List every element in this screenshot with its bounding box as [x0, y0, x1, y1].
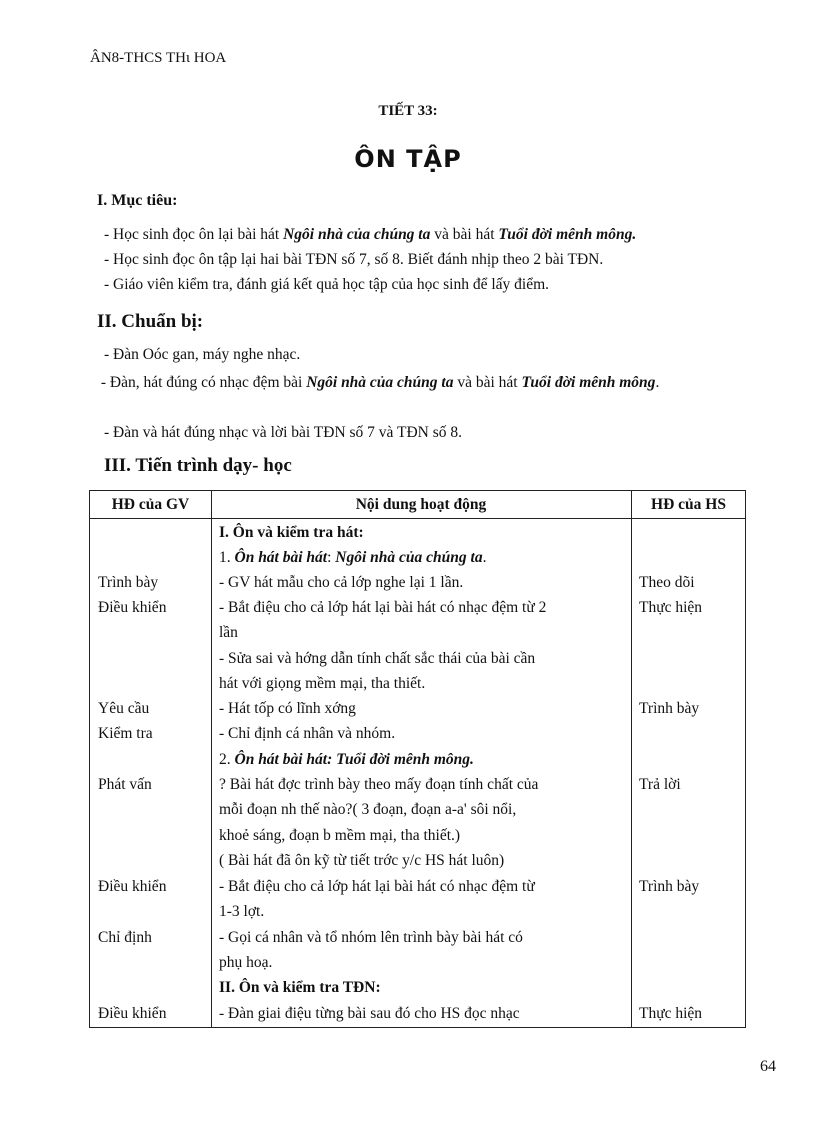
preparation-line-2-joiner: và bài hát: [453, 374, 522, 391]
content-line: ? Bài hát đợc trình bày theo mấy đoạn tính chất của: [219, 776, 539, 793]
header-content: Nội dung hoạt động: [355, 496, 487, 513]
gv-activity: Kiểm tra: [98, 725, 153, 742]
content-line: khoẻ sáng, đoạn b mềm mại, tha thiết.): [219, 827, 461, 844]
preparation-line-2-text: - Đàn, hát đúng có nhạc đệm bài: [100, 374, 307, 391]
objectives-line-2: - Học sinh đọc ôn tập lại hai bài TĐN số 7, số 8. Biết đánh nhịp theo 2 bài TĐN.: [104, 251, 604, 268]
hs-activity: Trình bày: [639, 878, 700, 895]
item-1-end: .: [482, 549, 487, 566]
content-line: - Hát tốp có lĩnh xớng: [219, 700, 356, 717]
content-line: phụ hoạ.: [219, 954, 273, 971]
gv-activity: Trình bày: [98, 574, 159, 591]
gv-activity: Điều khiển: [98, 599, 167, 616]
document-header: ÂN8-THCS THι HOA: [90, 50, 227, 66]
objectives-line-1: [104, 226, 636, 244]
hs-activity: Thực hiện: [639, 599, 703, 616]
content-line: - Gọi cá nhân và tổ nhóm lên trình bày bài hát có: [219, 929, 523, 946]
item-2-number: 2.: [219, 751, 235, 768]
objectives-line-3: - Giáo viên kiểm tra, đánh giá kết quả học tập của học sinh để lấy điểm.: [104, 276, 550, 293]
item-1-label: Ôn hát bài hát: [234, 549, 328, 566]
content-line: mỗi đoạn nh thế nào?( 3 đoạn, đoạn a-a' sôi nổi,: [219, 801, 517, 818]
content-line: - Đàn giai điệu từng bài sau đó cho HS đọc nhạc: [219, 1005, 520, 1022]
section-process-heading: III. Tiến trình dạy- học: [104, 455, 292, 476]
part-2-heading: II. Ôn và kiểm tra TĐN:: [219, 979, 381, 996]
song-title-1: Ngôi nhà của chúng ta: [283, 226, 431, 243]
gv-activity: Điều khiển: [98, 878, 167, 895]
preparation-line-1: - Đàn Oóc gan, máy nghe nhạc.: [104, 346, 301, 363]
content-line: - Chỉ định cá nhân và nhóm.: [219, 725, 396, 742]
section-preparation-heading: II. Chuẩn bị:: [97, 311, 204, 332]
content-line: ( Bài hát đã ôn kỹ từ tiết trớc y/c HS hát luôn): [219, 852, 505, 869]
preparation-line-2: [97, 370, 781, 395]
header-hs: HĐ của HS: [651, 496, 726, 513]
item-2-heading: [219, 747, 474, 772]
part-1-heading: I. Ôn và kiểm tra hát:: [219, 524, 364, 541]
gv-activity: Yêu cầu: [98, 700, 150, 717]
item-1-song: Ngôi nhà của chúng ta: [335, 549, 483, 566]
content-line: lần: [219, 624, 238, 641]
item-1-heading: [219, 545, 486, 570]
objectives-line-1-joiner: và bài hát: [430, 226, 499, 243]
content-line: - GV hát mẫu cho cả lớp nghe lại 1 lần.: [219, 574, 464, 591]
hs-activity: Trình bày: [639, 700, 700, 717]
lesson-title: ÔN TẬP: [354, 145, 462, 173]
hs-activity: Theo dõi: [639, 574, 695, 591]
content-line: 1-3 lợt.: [219, 903, 265, 920]
activity-table: [89, 490, 746, 1028]
item-1-number: 1.: [219, 549, 235, 566]
content-line: - Sửa sai và hớng dẫn tính chất sắc thái của bài cần: [219, 650, 536, 667]
song-title-2: Tuổi đời mênh mông.: [498, 226, 637, 243]
preparation-song-1: Ngôi nhà của chúng ta: [306, 374, 454, 391]
item-2-label: Ôn hát bài hát: Tuổi đời mênh mông.: [234, 751, 474, 768]
content-line: hát với giọng mềm mại, tha thiết.: [219, 675, 426, 692]
lesson-number: TIẾT 33:: [378, 103, 438, 119]
objectives-line-1-text: - Học sinh đọc ôn lại bài hát: [104, 226, 284, 243]
preparation-line-3: - Đàn và hát đúng nhạc và lời bài TĐN số 7 và TĐN số 8.: [104, 424, 463, 441]
section-objectives-heading: I. Mục tiêu:: [97, 192, 178, 209]
gv-activity: Phát vấn: [98, 776, 152, 793]
item-1-colon: :: [327, 549, 336, 566]
table-header-divider: [90, 518, 745, 519]
table-col-divider-1: [211, 491, 212, 1027]
gv-activity: Điều khiển: [98, 1005, 167, 1022]
table-col-divider-2: [631, 491, 632, 1027]
content-line: - Bắt điệu cho cả lớp hát lại bài hát có nhạc đệm từ 2: [219, 599, 547, 616]
gv-activity: Chỉ định: [98, 929, 152, 946]
preparation-line-2-end: .: [655, 374, 660, 391]
header-gv: HĐ của GV: [111, 496, 190, 513]
hs-activity: Trả lời: [639, 776, 681, 793]
preparation-song-2: Tuổi đời mênh mông: [521, 374, 656, 391]
page-number: 64: [760, 1058, 776, 1075]
hs-activity: Thực hiện: [639, 1005, 703, 1022]
content-line: - Bắt điệu cho cả lớp hát lại bài hát có nhạc đệm từ: [219, 878, 535, 895]
